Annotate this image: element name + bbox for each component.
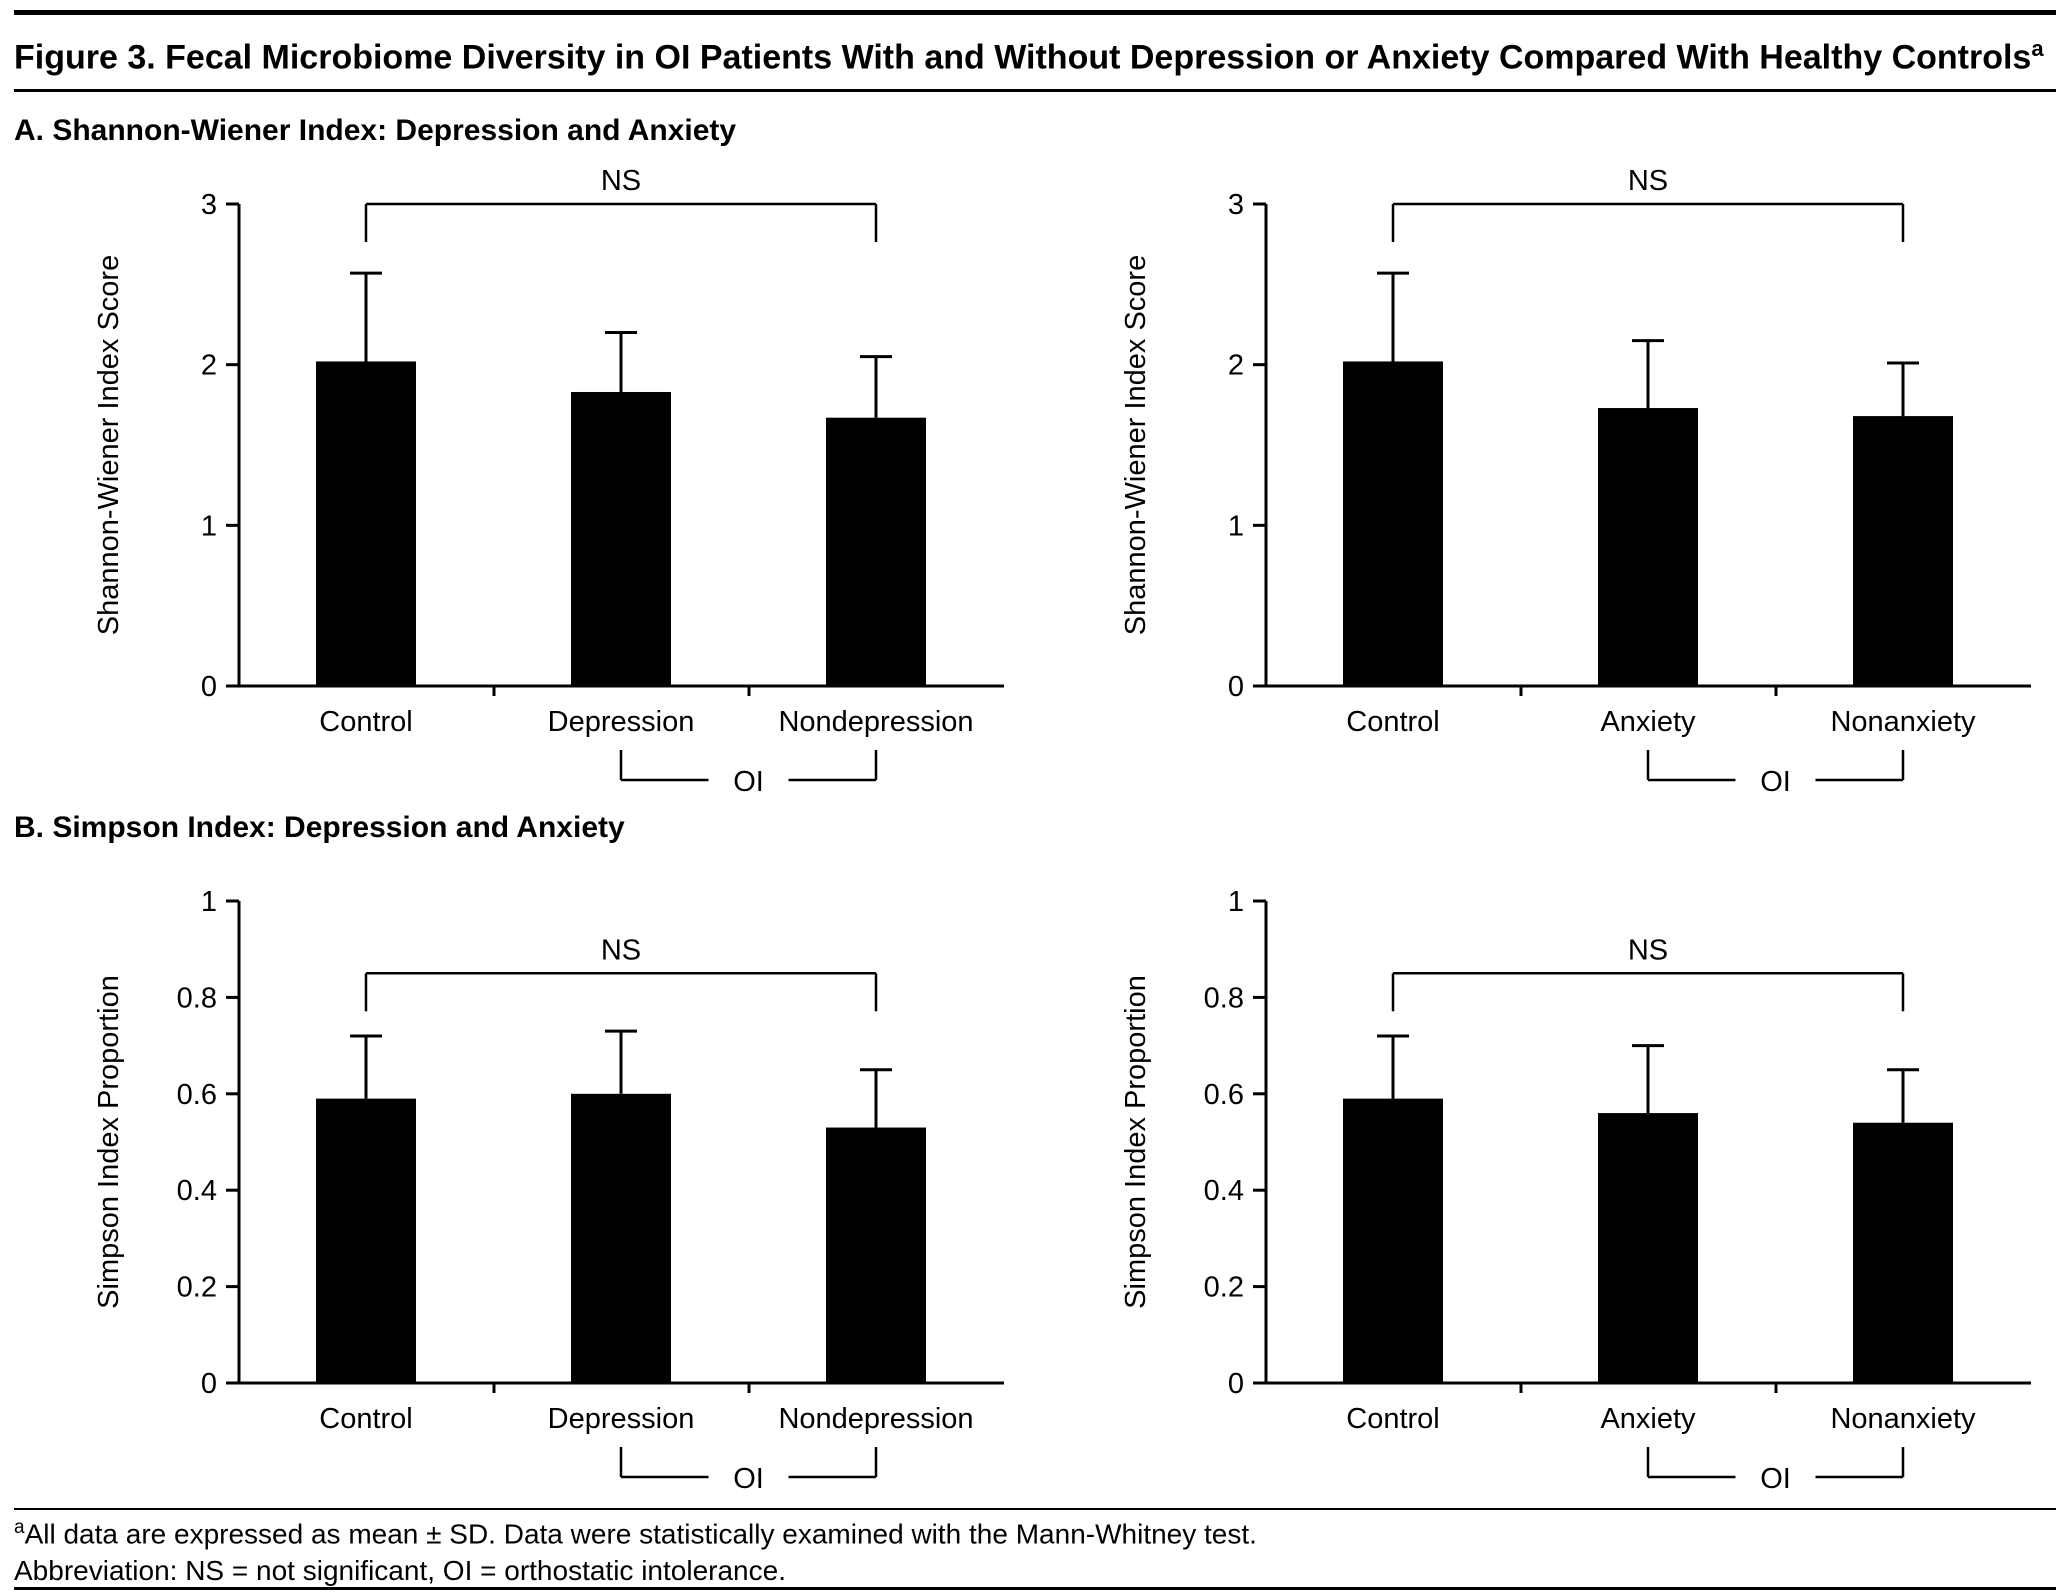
y-axis-title: Shannon-Wiener Index Score	[1120, 255, 1152, 636]
group-label: OI	[733, 766, 764, 799]
y-tick-label: 0.4	[1203, 1175, 1244, 1208]
x-category-label: Control	[319, 1403, 413, 1436]
group-label: OI	[733, 1463, 764, 1496]
group-label: OI	[1760, 766, 1791, 799]
y-tick-label: 0.8	[1203, 982, 1244, 1015]
significance-label: NS	[600, 165, 642, 198]
x-category-label: Depression	[547, 706, 695, 739]
figure-title	[14, 21, 2056, 89]
significance-label: NS	[600, 934, 642, 967]
bar-control	[316, 362, 416, 687]
x-category-label: Nondepression	[778, 1403, 974, 1436]
bar-control	[316, 1099, 416, 1383]
figure-footnotes	[14, 1508, 2056, 1588]
x-category-label: Nonanxiety	[1830, 706, 1976, 739]
figure-title-superscript: a	[2031, 36, 2044, 61]
bar-control	[1343, 1099, 1443, 1383]
y-axis-title: Shannon-Wiener Index Score	[93, 255, 125, 636]
y-tick-label: 0	[200, 1368, 217, 1401]
title-divider-rule	[14, 89, 2056, 92]
x-category-label: Depression	[547, 1403, 695, 1436]
y-tick-label: 3	[1227, 189, 1244, 222]
y-tick-label: 0.6	[1203, 1079, 1244, 1112]
figure-title-text: Figure 3. Fecal Microbiome Diversity in OI Patients With and Without Depression or Anxiety Compared With Healthy Controls	[14, 38, 2032, 77]
y-tick-label: 3	[200, 189, 217, 222]
x-category-label: Control	[319, 706, 413, 739]
bar-anxiety	[1598, 1113, 1698, 1383]
x-category-label: Control	[1346, 706, 1440, 739]
y-tick-label: 0	[200, 671, 217, 704]
footnote-superscript: a	[14, 1517, 25, 1539]
bar-nondepression	[826, 1128, 926, 1383]
panel-a-row	[14, 150, 2056, 805]
y-tick-label: 1	[200, 886, 217, 919]
bar-depression	[571, 1094, 671, 1383]
y-tick-label: 1	[1227, 510, 1244, 543]
y-axis-title: Simpson Index Proportion	[1120, 975, 1152, 1310]
y-tick-label: 0.4	[176, 1175, 217, 1208]
y-tick-label: 2	[1227, 349, 1244, 382]
significance-label: NS	[1627, 934, 1669, 967]
y-tick-label: 0.6	[176, 1079, 217, 1112]
footnote-statistics	[14, 1510, 2056, 1552]
chart-shannon-anxiety	[1041, 150, 2056, 805]
group-label: OI	[1760, 1463, 1791, 1496]
footnote-abbreviations: Abbreviation: NS = not significant, OI = orthostatic intolerance.	[14, 1554, 786, 1586]
bar-control	[1343, 362, 1443, 687]
y-tick-label: 0	[1227, 1368, 1244, 1401]
x-category-label: Anxiety	[1600, 706, 1696, 739]
section-b-heading: B. Simpson Index: Depression and Anxiety	[14, 811, 625, 845]
top-rule	[14, 10, 2056, 15]
y-tick-label: 0.2	[1203, 1271, 1244, 1304]
chart-shannon-depression	[14, 150, 1029, 805]
y-tick-label: 0.8	[176, 982, 217, 1015]
y-tick-label: 2	[200, 349, 217, 382]
section-a-heading: A. Shannon-Wiener Index: Depression and Anxiety	[14, 114, 737, 148]
x-category-label: Nondepression	[778, 706, 974, 739]
y-axis-title: Simpson Index Proportion	[93, 975, 125, 1310]
bar-anxiety	[1598, 408, 1698, 686]
x-category-label: Control	[1346, 1403, 1440, 1436]
bar-nondepression	[826, 418, 926, 686]
bar-nonanxiety	[1853, 1123, 1953, 1383]
chart-simpson-anxiety	[1041, 847, 2056, 1502]
x-category-label: Anxiety	[1600, 1403, 1696, 1436]
y-tick-label: 1	[1227, 886, 1244, 919]
bar-depression	[571, 392, 671, 686]
y-tick-label: 1	[200, 510, 217, 543]
chart-simpson-depression	[14, 847, 1029, 1502]
panel-b-row	[14, 847, 2056, 1502]
y-tick-label: 0	[1227, 671, 1244, 704]
significance-label: NS	[1627, 165, 1669, 198]
footnote-statistics-text: All data are expressed as mean ± SD. Data were statistically examined with the Mann-Whitney test.	[24, 1518, 1257, 1550]
x-category-label: Nonanxiety	[1830, 1403, 1976, 1436]
bar-nonanxiety	[1853, 416, 1953, 686]
bottom-rule	[14, 1587, 2056, 1590]
y-tick-label: 0.2	[176, 1271, 217, 1304]
